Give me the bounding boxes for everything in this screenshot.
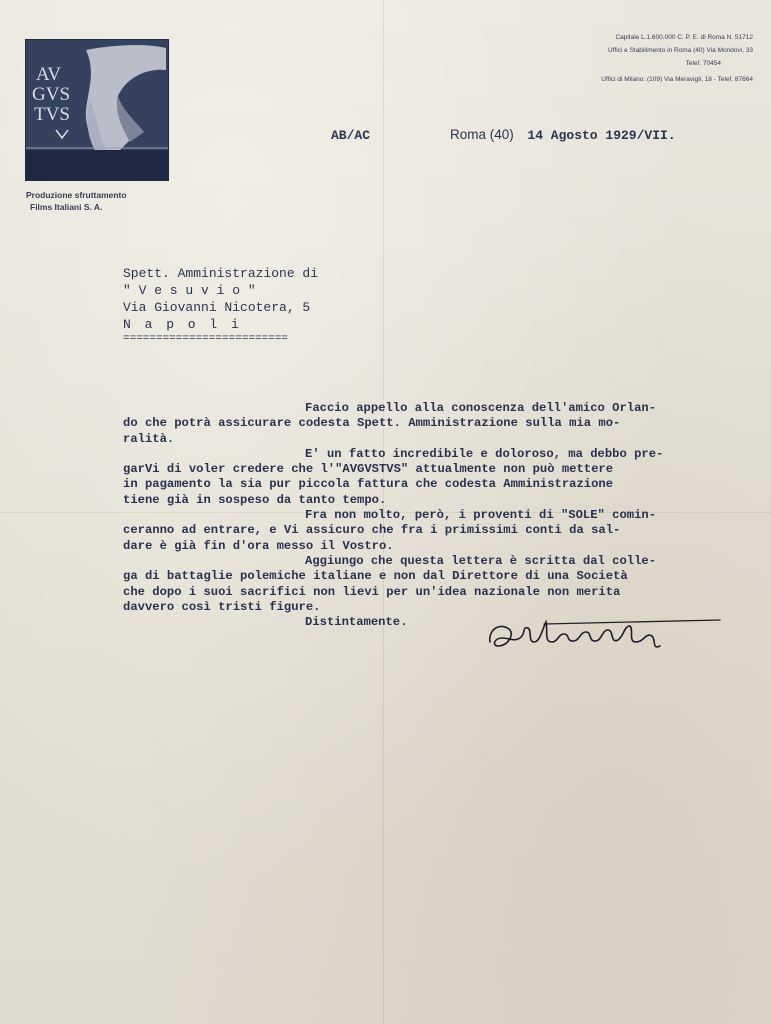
- letter-body-line: ga di battaglie polemiche italiane e non dal Direttore di una Società: [123, 569, 628, 584]
- letter-body-line: in pagamento la sia pur piccola fattura che codesta Amministrazione: [123, 477, 614, 492]
- corporate-info: [493, 31, 753, 86]
- augustus-logo: [25, 39, 169, 181]
- date-line: [450, 126, 676, 144]
- letter-body-line: E' un fatto incredibile e doloroso, ma debbo pre-: [305, 446, 664, 461]
- letter-body-line: Distintamente.: [305, 615, 408, 630]
- letter-body-line: ralità.: [123, 431, 175, 446]
- reference-code: AB/AC: [331, 128, 371, 143]
- logo-letters-2: GVS: [32, 84, 71, 105]
- place: Roma (40): [450, 127, 514, 142]
- company-tagline: [26, 189, 176, 213]
- corporate-info-capital: Capitale L.1.600.000 C. P. E. di Roma N. 51712: [615, 34, 753, 41]
- letter-body-line: davvero così tristi figure.: [123, 599, 321, 614]
- logo-letters-1: AV: [36, 64, 61, 85]
- letter-body-line: dare è già fin d'ora messo il Vostro.: [123, 538, 394, 553]
- letter-body-line: Faccio appello alla conoscenza dell'amico Orlan-: [305, 401, 657, 415]
- recipient-address: [123, 265, 318, 345]
- letter-body-line: ceranno ad entrare, e Vi assicuro che fra i primissimi conti da sal-: [123, 523, 621, 538]
- corporate-info-milan-office: Uffici di Milano: (109) Via Meravigli, 18 - Telef. 87664: [601, 76, 753, 83]
- letter-body-line: che dopo i suoi sacrifici non lievi per un'idea nazionale non merita: [123, 584, 621, 599]
- letter-body-line: Aggiungo che questa lettera è scritta dal colle-: [305, 553, 657, 568]
- corporate-info-rome-office: Uffici e Stabilimento in Roma (40) Via Mondovi, 33: [608, 47, 753, 54]
- letter-date: 14 Agosto 1929/VII.: [527, 128, 676, 143]
- recipient-line-4: N a p o l i: [123, 317, 242, 332]
- company-tagline-line-2: Films Italiani S. A.: [30, 202, 103, 212]
- recipient-underline: =========================: [123, 333, 289, 345]
- handwritten-signature: [484, 608, 724, 663]
- corporate-info-rome-phone: Telef. 70454: [685, 60, 721, 67]
- logo-letters-3: TVS: [34, 104, 70, 125]
- letter-body-line: garVi di voler credere che l'"AVGVSTVS" attualmente non può mettere: [123, 462, 614, 477]
- letter-body: [123, 401, 748, 630]
- letter-body-line: tiene già in sospeso da tanto tempo.: [123, 492, 387, 507]
- recipient-line-2: " V e s u v i o ": [123, 283, 256, 298]
- logo-artwork: [26, 40, 168, 180]
- recipient-line-1: Spett. Amministrazione di: [123, 266, 319, 281]
- letter-body-line: do che potrà assicurare codesta Spett. Amministrazione sulla mia mo-: [123, 416, 621, 431]
- letter-body-line: Fra non molto, però, i proventi di "SOLE" comin-: [305, 508, 657, 523]
- company-tagline-line-1: Produzione sfruttamento: [26, 190, 127, 200]
- recipient-line-3: Via Giovanni Nicotera, 5: [123, 300, 311, 315]
